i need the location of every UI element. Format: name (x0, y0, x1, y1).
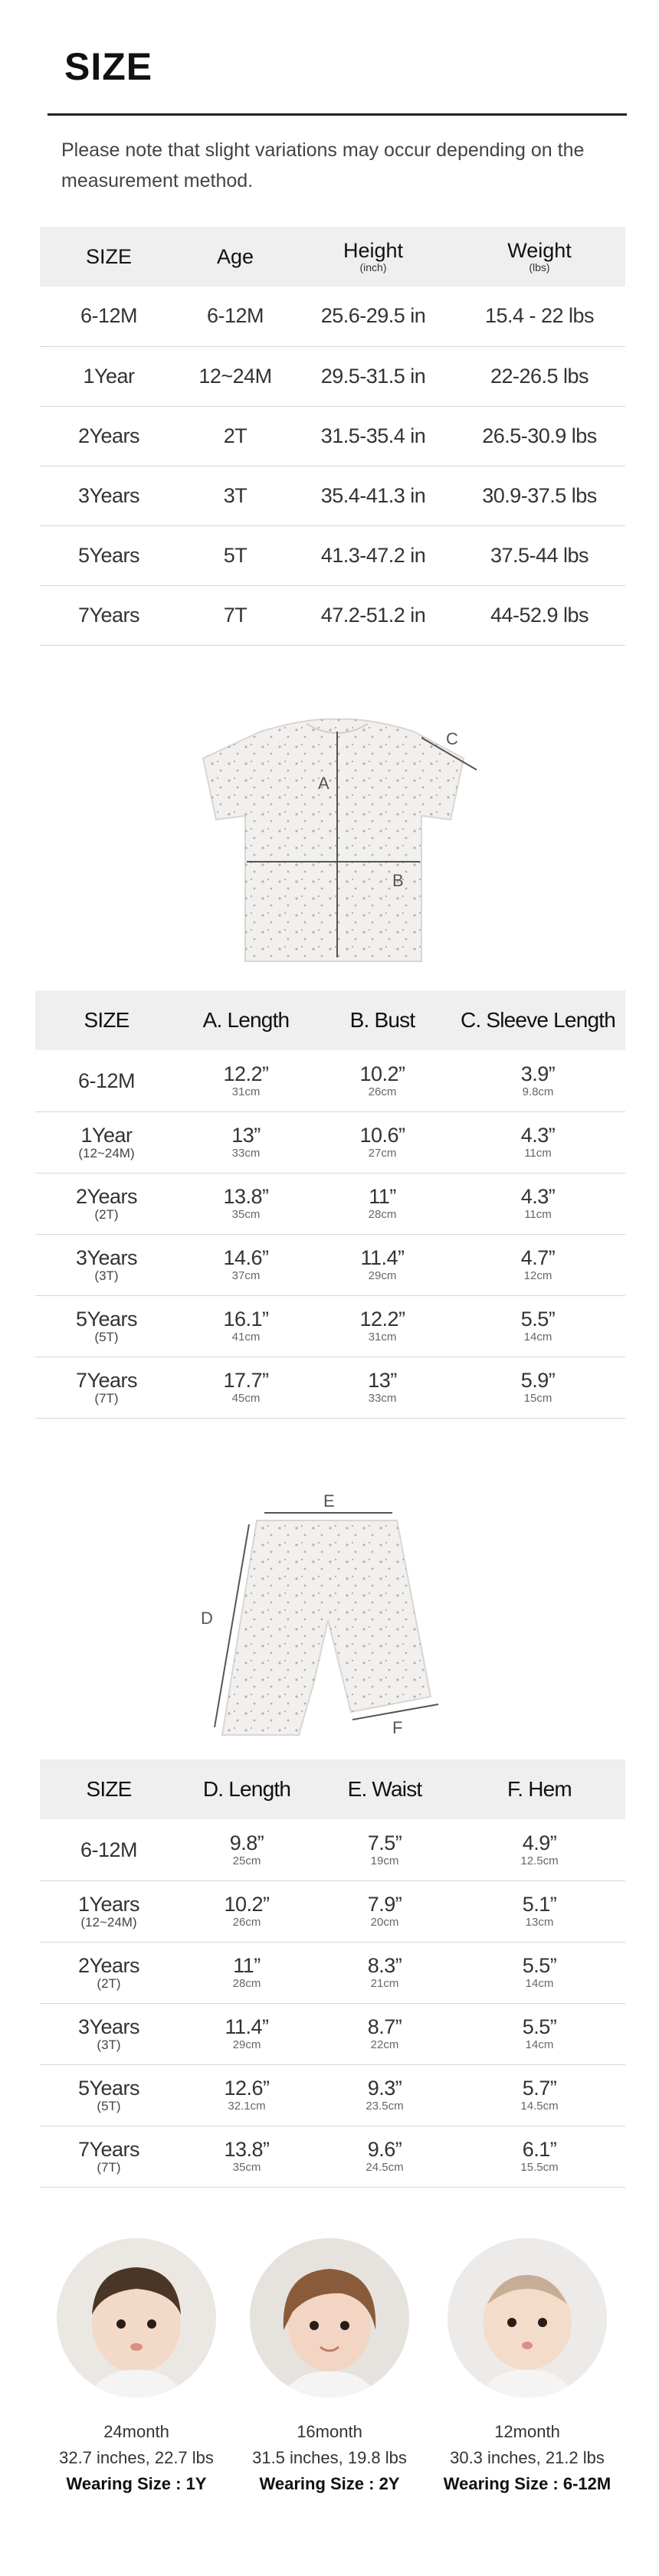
measure-cm: 27cm (368, 1147, 397, 1160)
table-cell: 7T (178, 585, 293, 645)
measure-cell (451, 1173, 625, 1234)
measure-cell (314, 1173, 451, 1234)
table-row (35, 1173, 625, 1234)
label-f: F (392, 1718, 403, 1737)
size-cell (40, 2003, 178, 2064)
measure-cm: 28cm (232, 1977, 261, 1990)
model-wearing-size: Wearing Size : 1Y (66, 2474, 207, 2493)
table-cell: 5T (178, 525, 293, 585)
measure-cell (451, 1295, 625, 1357)
model-age: 12month (494, 2422, 560, 2441)
table-cell: 26.5-30.9 lbs (454, 406, 625, 466)
table-cell: 22-26.5 lbs (454, 346, 625, 406)
model-age: 24month (103, 2422, 169, 2441)
top-garment-diagram (192, 709, 483, 969)
measure-cell (314, 1357, 451, 1418)
table-cell: 3Years (40, 466, 178, 525)
measure-cell (454, 2126, 625, 2187)
size-label: 3Years (75, 1246, 138, 1269)
table-cell: 47.2-51.2 in (293, 585, 454, 645)
size-label: 2Years (75, 1185, 138, 1208)
table-cell: 35.4-41.3 in (293, 466, 454, 525)
page-title: SIZE (64, 45, 153, 88)
bottom-table-header-row (40, 1759, 625, 1819)
measure-cell (316, 1880, 454, 1942)
table-row (40, 466, 625, 525)
measure-cm: 28cm (368, 1208, 397, 1221)
measure-cell (316, 2064, 454, 2126)
measure-cell (178, 1880, 316, 1942)
size-sub-label: (5T) (94, 1330, 119, 1344)
size-label: 3Years (77, 2015, 140, 2038)
size-cell (40, 1880, 178, 1942)
model-photo-3 (448, 2238, 607, 2398)
measure-cm: 25cm (232, 1854, 261, 1867)
measure-cell (178, 2064, 316, 2126)
measure-inch: 13” (231, 1124, 261, 1147)
measure-inch: 13.8” (224, 2138, 270, 2161)
table-row (40, 1819, 625, 1880)
measure-inch: 11” (233, 1954, 261, 1977)
measure-cm: 24.5cm (366, 2161, 404, 2174)
table-cell: 6-12M (40, 286, 178, 346)
measure-cm: 41cm (231, 1331, 261, 1344)
measurement-note: Please note that slight variations may occur depending on the measurement method. (61, 139, 585, 191)
measure-inch: 10.6” (359, 1124, 405, 1147)
measure-inch: 5.1” (522, 1893, 557, 1916)
size-sub-label: (12~24M) (80, 1915, 137, 1930)
size-cell (35, 1050, 178, 1111)
size-sub-label: (7T) (94, 1391, 119, 1406)
measure-inch: 17.7” (223, 1369, 269, 1392)
table-cell: 44-52.9 lbs (454, 585, 625, 645)
model-caption-1 (37, 2419, 236, 2497)
measure-cell (178, 1942, 316, 2003)
bottom-measurement-table (40, 1759, 625, 2188)
label-e: E (323, 1491, 335, 1511)
model-wearing-size: Wearing Size : 2Y (259, 2474, 400, 2493)
measure-cell (454, 1942, 625, 2003)
measure-inch: 16.1” (223, 1308, 269, 1331)
measure-cell (454, 2064, 625, 2126)
size-sub-label: (7T) (97, 2160, 121, 2175)
measure-inch: 11.4” (360, 1246, 405, 1269)
size-label: 6-12M (80, 1838, 138, 1861)
size-sub-label: (3T) (94, 1268, 119, 1283)
size-chart-header: Height (inch) (293, 227, 454, 286)
measure-inch: 5.5” (522, 1954, 557, 1977)
size-chart-header: SIZE (40, 227, 178, 286)
measure-cm: 14cm (525, 1977, 554, 1990)
size-cell (35, 1234, 178, 1295)
top-measurement-table (35, 990, 625, 1419)
measure-cm: 45cm (231, 1392, 261, 1405)
measure-inch: 9.6” (367, 2138, 402, 2161)
measure-cell (316, 1942, 454, 2003)
measure-cell (178, 1819, 316, 1880)
table-row (40, 585, 625, 645)
measure-inch: 7.9” (367, 1893, 402, 1916)
table-row (35, 1050, 625, 1111)
table-cell: 41.3-47.2 in (293, 525, 454, 585)
size-cell (40, 2126, 178, 2187)
size-sub-label: (2T) (94, 1207, 119, 1222)
table-cell: 37.5-44 lbs (454, 525, 625, 585)
table-cell: 30.9-37.5 lbs (454, 466, 625, 525)
measure-cm: 19cm (370, 1854, 399, 1867)
measure-inch: 10.2” (224, 1893, 270, 1916)
size-cell (40, 2064, 178, 2126)
top-table-header: B. Bust (314, 990, 451, 1050)
label-c: C (446, 729, 458, 748)
measure-cm: 35cm (231, 1208, 261, 1221)
size-chart-header: Age (178, 227, 293, 286)
table-row (40, 346, 625, 406)
measure-cell (316, 2003, 454, 2064)
table-cell: 31.5-35.4 in (293, 406, 454, 466)
table-cell: 5Years (40, 525, 178, 585)
measure-cell (178, 1050, 314, 1111)
table-row (35, 1357, 625, 1418)
measure-cell (178, 1234, 314, 1295)
model-caption-2 (230, 2419, 429, 2497)
table-row (40, 1880, 625, 1942)
size-sub-label: (5T) (97, 2099, 121, 2113)
measure-inch: 14.6” (223, 1246, 269, 1269)
baby-portrait-icon (448, 2238, 607, 2398)
table-cell: 3T (178, 466, 293, 525)
measure-cm: 26cm (232, 1916, 261, 1929)
measure-cell (451, 1357, 625, 1418)
size-sub-label: (2T) (97, 1976, 121, 1991)
measure-cm: 14.5cm (520, 2100, 559, 2113)
size-cell (35, 1173, 178, 1234)
model-wearing-size: Wearing Size : 6-12M (443, 2474, 611, 2493)
measure-inch: 4.9” (522, 1831, 557, 1854)
table-row (40, 286, 625, 346)
measure-cm: 9.8cm (522, 1085, 554, 1098)
label-b: B (392, 871, 404, 890)
model-photo-2 (250, 2238, 409, 2398)
model-measure: 31.5 inches, 19.8 lbs (252, 2448, 407, 2467)
model-measure: 30.3 inches, 21.2 lbs (450, 2448, 605, 2467)
measure-cell (314, 1111, 451, 1173)
top-table-header: A. Length (178, 990, 314, 1050)
measure-inch: 9.8” (229, 1831, 264, 1854)
measure-cell (454, 1819, 625, 1880)
table-cell: 12~24M (178, 346, 293, 406)
measure-cell (178, 2126, 316, 2187)
table-cell: 1Year (40, 346, 178, 406)
size-cell (35, 1111, 178, 1173)
size-chart-header: Weight (lbs) (454, 227, 625, 286)
size-cell (40, 1942, 178, 2003)
measure-inch: 4.3” (520, 1124, 556, 1147)
table-cell: 25.6-29.5 in (293, 286, 454, 346)
measure-cm: 13cm (525, 1916, 554, 1929)
bottom-table-header: F. Hem (454, 1759, 625, 1819)
measure-cell (314, 1295, 451, 1357)
measure-cell (178, 1173, 314, 1234)
model-caption-3 (428, 2419, 627, 2497)
table-cell: 2T (178, 406, 293, 466)
size-sub-label: (12~24M) (78, 1146, 135, 1160)
measure-inch: 10.2” (359, 1062, 405, 1085)
table-cell: 15.4 - 22 lbs (454, 286, 625, 346)
size-chart-table (40, 227, 625, 646)
size-label: 7Years (75, 1369, 138, 1392)
label-d: D (201, 1609, 213, 1628)
measure-cm: 26cm (368, 1085, 397, 1098)
measure-cm: 21cm (370, 1977, 399, 1990)
measure-cell (451, 1234, 625, 1295)
measure-cm: 14cm (523, 1331, 552, 1344)
table-row (40, 525, 625, 585)
measure-cm: 14cm (525, 2038, 554, 2051)
model-age: 16month (297, 2422, 362, 2441)
measure-inch: 7.5” (367, 1831, 402, 1854)
measure-inch: 6.1” (522, 2138, 557, 2161)
measure-cell (316, 2126, 454, 2187)
measure-inch: 8.3” (367, 1954, 402, 1977)
measure-cm: 29cm (232, 2038, 261, 2051)
table-row (40, 2126, 625, 2187)
measure-cm: 11cm (524, 1147, 552, 1160)
measure-inch: 11” (369, 1185, 396, 1208)
size-label: 5Years (75, 1308, 138, 1331)
measure-inch: 5.7” (522, 2077, 557, 2100)
table-row (40, 2003, 625, 2064)
measure-cell (314, 1234, 451, 1295)
measure-inch: 13.8” (223, 1185, 269, 1208)
table-cell: 7Years (40, 585, 178, 645)
baby-portrait-icon (250, 2238, 409, 2398)
bottom-table-header: D. Length (178, 1759, 316, 1819)
measure-cm: 23.5cm (366, 2100, 404, 2113)
size-label: 6-12M (77, 1069, 136, 1092)
measure-cell (316, 1819, 454, 1880)
measure-inch: 3.9” (520, 1062, 556, 1085)
model-measure: 32.7 inches, 22.7 lbs (59, 2448, 214, 2467)
measure-cm: 20cm (370, 1916, 399, 1929)
measure-inch: 12.2” (223, 1062, 269, 1085)
shorts-diagram (192, 1490, 460, 1743)
measure-cm: 11cm (524, 1208, 552, 1221)
table-row (35, 1234, 625, 1295)
measure-cell (451, 1111, 625, 1173)
measure-cell (178, 1357, 314, 1418)
top-table-header: SIZE (35, 990, 178, 1050)
table-row (35, 1111, 625, 1173)
measure-inch: 5.5” (520, 1308, 556, 1331)
measure-inch: 8.7” (367, 2015, 402, 2038)
measure-cm: 33cm (368, 1392, 397, 1405)
measure-cm: 12cm (523, 1269, 552, 1282)
measure-cell (454, 2003, 625, 2064)
table-cell: 29.5-31.5 in (293, 346, 454, 406)
label-a: A (318, 774, 330, 793)
size-chart-header-row (40, 227, 625, 286)
size-sub-label: (3T) (97, 2038, 121, 2052)
measure-cell (178, 2003, 316, 2064)
measure-cm: 32.1cm (228, 2100, 266, 2113)
bottom-table-header: SIZE (40, 1759, 178, 1819)
table-row (40, 2064, 625, 2126)
measure-inch: 9.3” (367, 2077, 402, 2100)
table-row (40, 1942, 625, 2003)
measure-cm: 12.5cm (520, 1854, 559, 1867)
measure-inch: 12.2” (359, 1308, 405, 1331)
measure-inch: 4.3” (520, 1185, 556, 1208)
measure-cm: 29cm (368, 1269, 397, 1282)
size-cell (40, 1819, 178, 1880)
bottom-table-header: E. Waist (316, 1759, 454, 1819)
size-label: 1Year (80, 1124, 133, 1147)
title-divider (48, 113, 627, 116)
table-row (35, 1295, 625, 1357)
measure-inch: 5.9” (520, 1369, 556, 1392)
measure-inch: 4.7” (520, 1246, 556, 1269)
measure-cell (178, 1111, 314, 1173)
size-label: 1Years (77, 1893, 140, 1916)
measure-inch: 5.5” (522, 2015, 557, 2038)
measure-cm: 15cm (523, 1392, 552, 1405)
measure-cell (178, 1295, 314, 1357)
size-cell (35, 1295, 178, 1357)
measure-cm: 37cm (231, 1269, 261, 1282)
measure-inch: 12.6” (224, 2077, 270, 2100)
measure-cm: 33cm (231, 1147, 261, 1160)
measure-inch: 13” (368, 1369, 397, 1392)
measure-cm: 31cm (231, 1085, 261, 1098)
size-label: 5Years (77, 2077, 140, 2100)
size-label: 2Years (77, 1954, 140, 1977)
model-photo-1 (57, 2238, 216, 2398)
size-cell (35, 1357, 178, 1418)
measure-inch: 11.4” (225, 2015, 269, 2038)
measure-cell (454, 1880, 625, 1942)
measure-cm: 15.5cm (520, 2161, 559, 2174)
measure-cm: 31cm (368, 1331, 397, 1344)
measure-cell (314, 1050, 451, 1111)
top-table-header: C. Sleeve Length (451, 990, 625, 1050)
measure-cm: 35cm (232, 2161, 261, 2174)
size-label: 7Years (77, 2138, 140, 2161)
table-cell: 2Years (40, 406, 178, 466)
table-row (40, 406, 625, 466)
measure-cell (451, 1050, 625, 1111)
top-table-header-row (35, 990, 625, 1050)
table-cell: 6-12M (178, 286, 293, 346)
measure-cm: 22cm (370, 2038, 399, 2051)
baby-portrait-icon (57, 2238, 216, 2398)
